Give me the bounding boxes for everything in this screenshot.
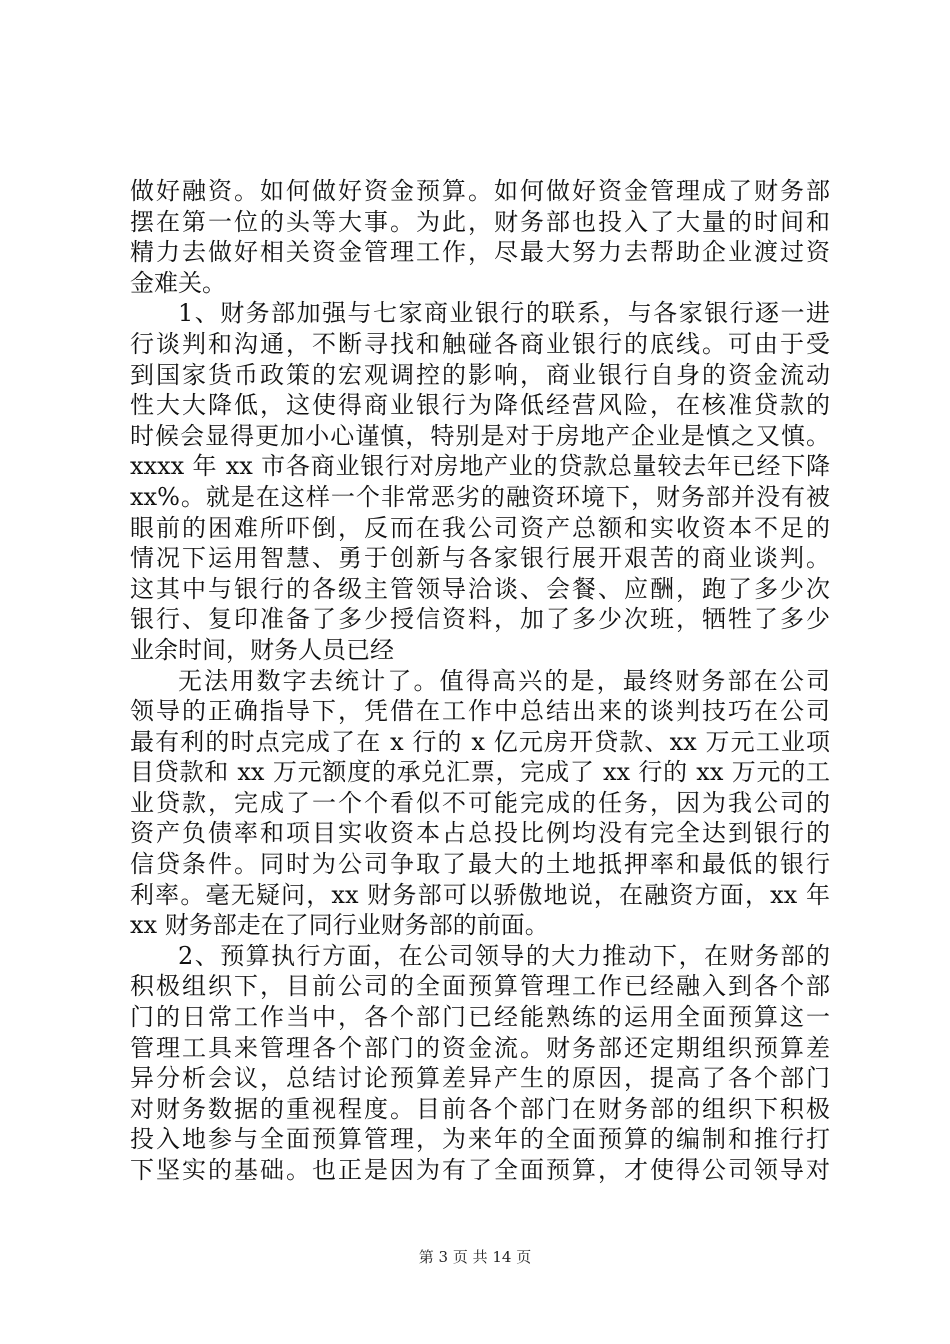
- text-line: 行谈判和沟通，不断寻找和触碰各商业银行的底线。可由于受: [130, 329, 830, 358]
- text-line: 做好融资。如何做好资金预算。如何做好资金管理成了财务部: [130, 177, 830, 205]
- text-line: 投入地参与全面预算管理，为来年的全面预算的编制和推行打: [130, 1125, 830, 1154]
- text-line: xx%。就是在这样一个非常恶劣的融资环境下，财务部并没有被: [130, 482, 830, 511]
- text-line: 金难关。: [130, 268, 226, 297]
- text-line: 银行、复印准备了多少授信资料，加了多少次班，牺牲了多少: [130, 605, 830, 634]
- text-line: 到国家货币政策的宏观调控的影响，商业银行自身的资金流动: [130, 360, 830, 389]
- text-line: xxxx 年 xx 市各商业银行对房地产业的贷款总量较去年已经下降: [130, 452, 830, 481]
- text-line: 异分析会议，总结讨论预算差异产生的原因，提高了各个部门: [130, 1064, 830, 1093]
- text-line: 资产负债率和项目实收资本占总投比例均没有完全达到银行的: [130, 819, 830, 848]
- text-line: xx 财务部走在了同行业财务部的前面。: [130, 911, 549, 940]
- text-line: 情况下运用智慧、勇于创新与各家银行展开艰苦的商业谈判。: [130, 544, 830, 573]
- text-line: 无法用数字去统计了。值得高兴的是，最终财务部在公司: [178, 666, 830, 695]
- text-line: 管理工具来管理各个部门的资金流。财务部还定期组织预算差: [130, 1033, 830, 1062]
- text-line: 信贷条件。同时为公司争取了最大的土地抵押率和最低的银行: [130, 850, 830, 879]
- text-line: 门的日常工作当中，各个部门已经能熟练的运用全面预算这一: [130, 1003, 830, 1032]
- text-line: 目贷款和 xx 万元额度的承兑汇票，完成了 xx 行的 xx 万元的工: [130, 758, 830, 787]
- text-line: 2、预算执行方面，在公司领导的大力推动下，在财务部的: [178, 941, 830, 970]
- text-line: 最有利的时点完成了在 x 行的 x 亿元房开贷款、xx 万元工业项: [130, 727, 830, 756]
- text-line: 性大大降低，这使得商业银行为降低经营风险，在核准贷款的: [130, 391, 830, 420]
- text-line: 1、财务部加强与七家商业银行的联系，与各家银行逐一进: [178, 299, 830, 328]
- text-line: 利率。毫无疑问，xx 财务部可以骄傲地说，在融资方面，xx 年: [130, 880, 830, 909]
- text-line: 摆在第一位的头等大事。为此，财务部也投入了大量的时间和: [130, 207, 830, 236]
- text-line: 对财务数据的重视程度。目前各个部门在财务部的组织下积极: [130, 1094, 830, 1123]
- text-line: 这其中与银行的各级主管领导洽谈、会餐、应酬，跑了多少次: [130, 574, 830, 603]
- text-line: 积极组织下，目前公司的全面预算管理工作已经融入到各个部: [130, 972, 830, 1001]
- text-line: 眼前的困难所吓倒，反而在我公司资产总额和实收资本不足的: [130, 513, 830, 542]
- text-line: 时候会显得更加小心谨慎，特别是对于房地产企业是慎之又慎。: [130, 421, 830, 450]
- text-line: 业余时间，财务人员已经: [130, 635, 394, 664]
- text-line: 下坚实的基础。也正是因为有了全面预算，才使得公司领导对: [130, 1156, 830, 1184]
- text-line: 精力去做好相关资金管理工作，尽最大努力去帮助企业渡过资: [130, 238, 830, 267]
- document-body: [130, 176, 830, 1186]
- text-line: 领导的正确指导下，凭借在工作中总结出来的谈判技巧在公司: [130, 697, 830, 726]
- page-footer: 第 3 页 共 14 页: [418, 1248, 532, 1266]
- text-line: 业贷款，完成了一个个看似不可能完成的任务，因为我公司的: [130, 788, 830, 817]
